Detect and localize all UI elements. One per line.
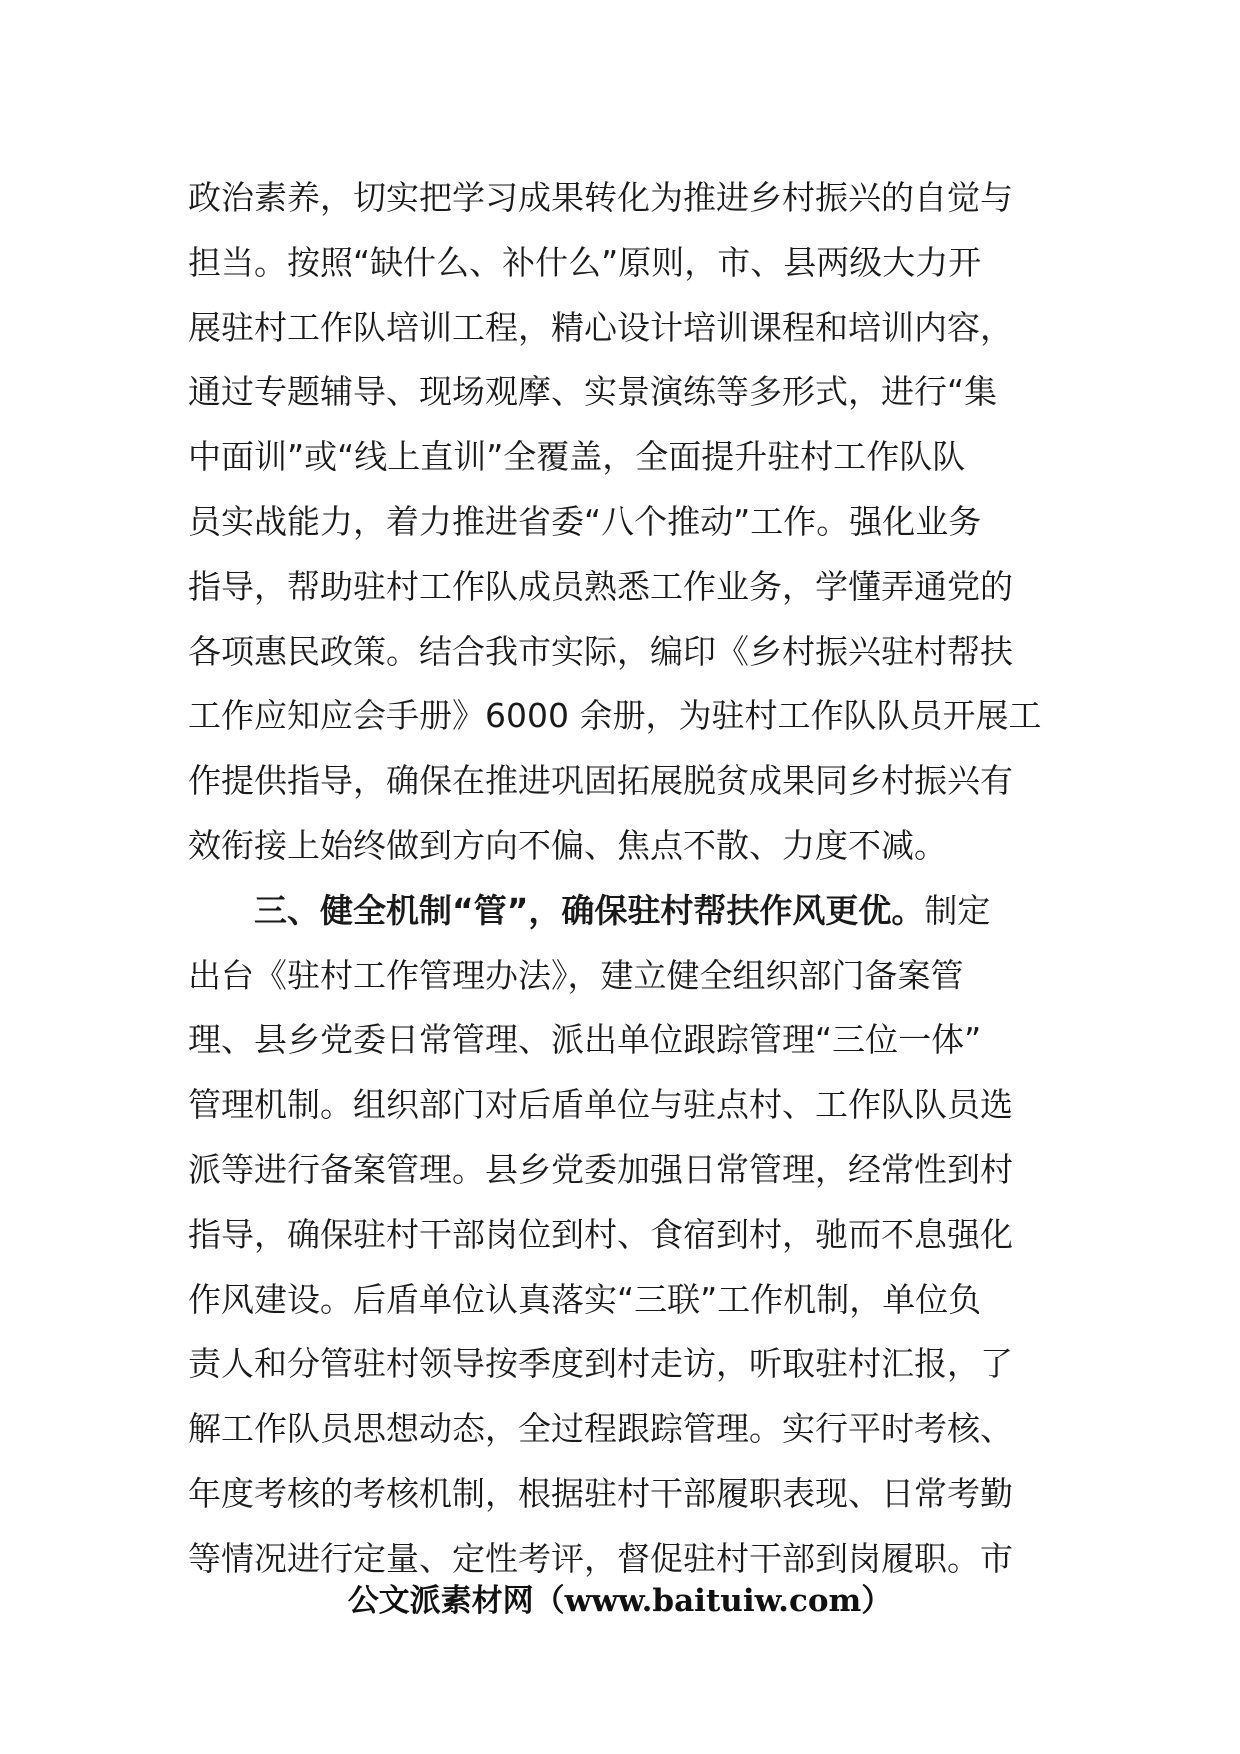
text-line: 作提供指导，确保在推进巩固拓展脱贫成果同乡村振兴有 — [188, 761, 1013, 801]
text-line: 责人和分管驻村领导按季度到村走访，听取驻村汇报，了 — [188, 1344, 1013, 1384]
text-line: 效衔接上始终做到方向不偏、焦点不散、力度不减。 — [188, 825, 947, 865]
text-line: 各项惠民政策。结合我市实际，编印《乡村振兴驻村帮扶 — [188, 631, 1013, 671]
text-line: 管理机制。组织部门对后盾单位与驻点村、工作队队员选 — [188, 1085, 1013, 1125]
text-line: 派等进行备案管理。县乡党委加强日常管理，经常性到村 — [188, 1149, 1013, 1189]
text-line: 指导，确保驻村干部岗位到村、食宿到村，驰而不息强化 — [188, 1214, 1013, 1254]
body-text — [188, 166, 1068, 1592]
text-line: 展驻村工作队培训工程，精心设计培训课程和培训内容， — [188, 307, 1013, 347]
text-line: 理、县乡党委日常管理、派出单位跟踪管理“三位一体” — [188, 1020, 982, 1060]
text-line: 出台《驻村工作管理办法》，建立健全组织部门备案管 — [188, 955, 964, 995]
text-line: 等情况进行定量、定性考评，督促驻村干部到岗履职。市 — [188, 1538, 1013, 1578]
text-line: 通过专题辅导、现场观摩、实景演练等多形式，进行“集 — [188, 372, 998, 412]
text-line: 解工作队员思想动态，全过程跟踪管理。实行平时考核、 — [188, 1409, 1013, 1449]
text-line: 工作应知应会手册》6000 余册，为驻村工作队队员开展工 — [188, 696, 1042, 736]
text-line: 政治素养，切实把学习成果转化为推进乡村振兴的自觉与 — [188, 178, 1013, 217]
text-line: 担当。按照“缺什么、补什么”原则，市、县两级大力开 — [188, 242, 982, 282]
text-line: 作风建设。后盾单位认真落实“三联”工作机制，单位负 — [188, 1279, 982, 1319]
text-line: 中面训”或“线上直训”全覆盖，全面提升驻村工作队队 — [188, 437, 966, 477]
footer-watermark: 公文派素材网（www.baituiw.com） — [347, 1583, 893, 1619]
section-3-heading: 三、健全机制“管”，确保驻村帮扶作风更优。 — [254, 890, 925, 930]
text-line: 员实战能力，着力推进省委“八个推动”工作。强化业务 — [188, 501, 982, 541]
section-heading-line — [188, 879, 1068, 944]
section-3-first-line-rest: 制定 — [924, 890, 991, 930]
text-line: 年度考核的考核机制，根据驻村干部履职表现、日常考勤 — [188, 1473, 1013, 1513]
text-line: 指导，帮助驻村工作队成员熟悉工作业务，学懂弄通党的 — [188, 566, 1013, 606]
